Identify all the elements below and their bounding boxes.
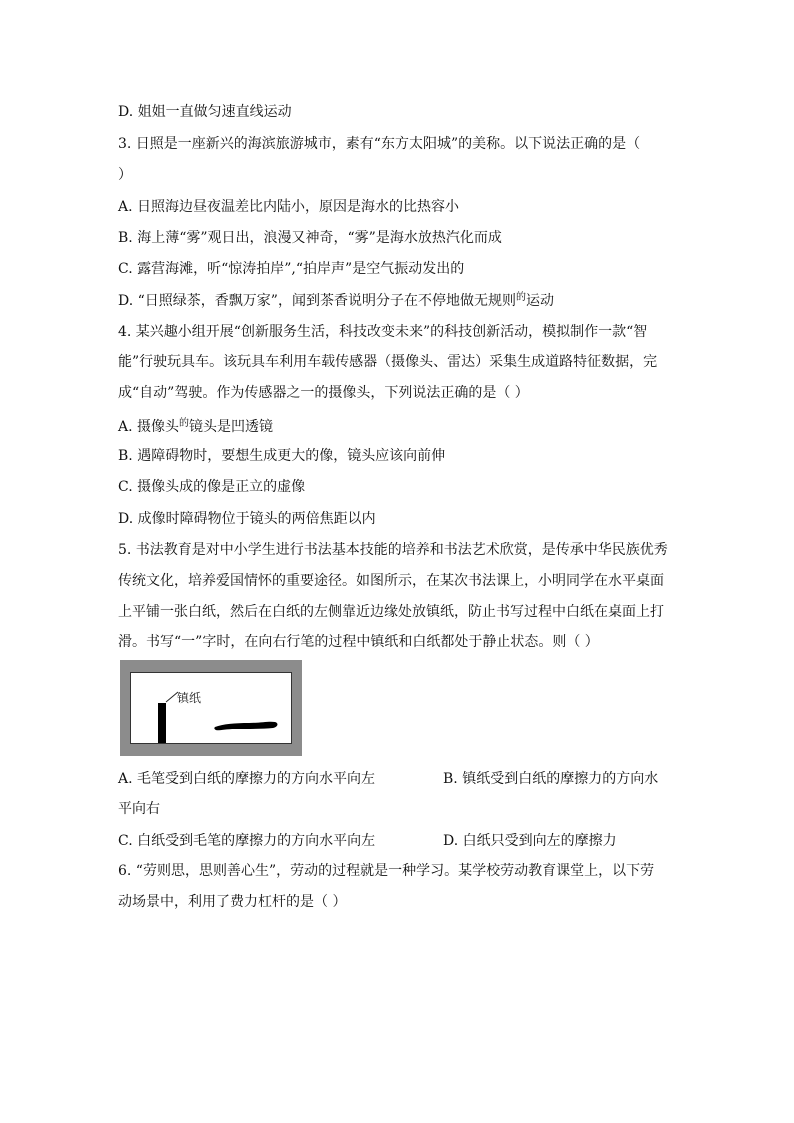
question-5-stem-3: 上平铺一张白纸，然后在白纸的左侧靠近边缘处放镇纸，防止书写过程中白纸在桌面上打 (118, 604, 664, 620)
question-5-stem-1: 5. 书法教育是对中小学生进行书法基本技能的培养和书法艺术欣赏，是传承中华民族优秀 (118, 542, 668, 558)
question-3-stem-end: ） (118, 167, 132, 183)
character-stroke (213, 719, 279, 735)
question-4-option-a (118, 417, 273, 439)
question-3-option-a: A. 日照海边昼夜温差比内陆小，原因是海水的比热容小 (118, 199, 460, 215)
question-4-stem-2: 能”行驶玩具车。该玩具车利用车载传感器（摄像头、雷达）采集生成道路特征数据，完 (118, 354, 658, 370)
question-3-option-b: B. 海上薄“雾”观日出，浪漫又神奇，“雾”是海水放热汽化而成 (118, 230, 502, 246)
question-5-option-b: B. 镇纸受到白纸的摩擦力的方向水 (443, 771, 659, 787)
question-3-option-d (118, 291, 554, 313)
question-5-stem-4: 滑。书写“一”字时，在向右行笔的过程中镇纸和白纸都处于静止状态。则（ ） (118, 634, 599, 650)
question-4-option-b: B. 遇障碍物时，要想生成更大的像，镜头应该向前伸 (118, 448, 446, 464)
paper-weight (158, 703, 166, 743)
line-prev-option-d: D. 姐姐一直做匀速直线运动 (118, 104, 292, 120)
question-4-option-d: D. 成像时障碍物位于镜头的两倍焦距以内 (118, 511, 376, 527)
question-5-option-c: C. 白纸受到毛笔的摩擦力的方向水平向左 (118, 833, 376, 849)
question-6-stem-1: 6. “劳则思，思则善心生”，劳动的过程就是一种学习。某学校劳动教育课堂上，以下劳 (118, 863, 655, 879)
question-3-option-c: C. 露营海滩，听“惊涛拍岸”,“拍岸声”是空气振动发出的 (118, 261, 465, 277)
question-5-option-d: D. 白纸只受到向左的摩擦力 (443, 833, 617, 849)
question-5-stem-2: 传统文化，培养爱国情怀的重要途径。如图所示，在某次书法课上，小明同学在水平桌面 (118, 573, 664, 589)
calligraphy-figure (120, 660, 302, 756)
question-3-option-d-sup: 的 (515, 292, 526, 303)
question-4-stem-1: 4. 某兴趣小组开展“创新服务生活，科技改变未来”的科技创新活动，模拟制作一款“智 (118, 324, 648, 340)
question-6-stem-2: 动场景中，利用了费力杠杆的是（ ） (118, 894, 347, 910)
question-5-option-b-cont: 平向右 (118, 801, 160, 817)
question-4-option-a-text: A. 摄像头 (118, 419, 180, 435)
question-3-option-d-text: D. “日照绿茶，香飘万家”，闻到茶香说明分子在不停地做无规则 (118, 293, 516, 309)
question-4-option-a-sup: 的 (179, 418, 190, 429)
question-4-stem-3: 成“自动”驾驶。作为传感器之一的摄像头，下列说法正确的是（ ） (118, 385, 529, 401)
question-4-option-c: C. 摄像头成的像是正立的虚像 (118, 479, 306, 495)
question-3-stem: 3. 日照是一座新兴的海滨旅游城市，素有“东方太阳城”的美称。以下说法正确的是（ (118, 136, 641, 152)
white-paper (130, 672, 292, 744)
question-3-option-d-tail: 运动 (525, 293, 554, 309)
question-5-option-a: A. 毛笔受到白纸的摩擦力的方向水平向左 (118, 771, 376, 787)
paper-weight-label: 镇纸 (177, 691, 202, 705)
question-4-option-a-tail: 镜头是凹透镜 (189, 419, 274, 435)
